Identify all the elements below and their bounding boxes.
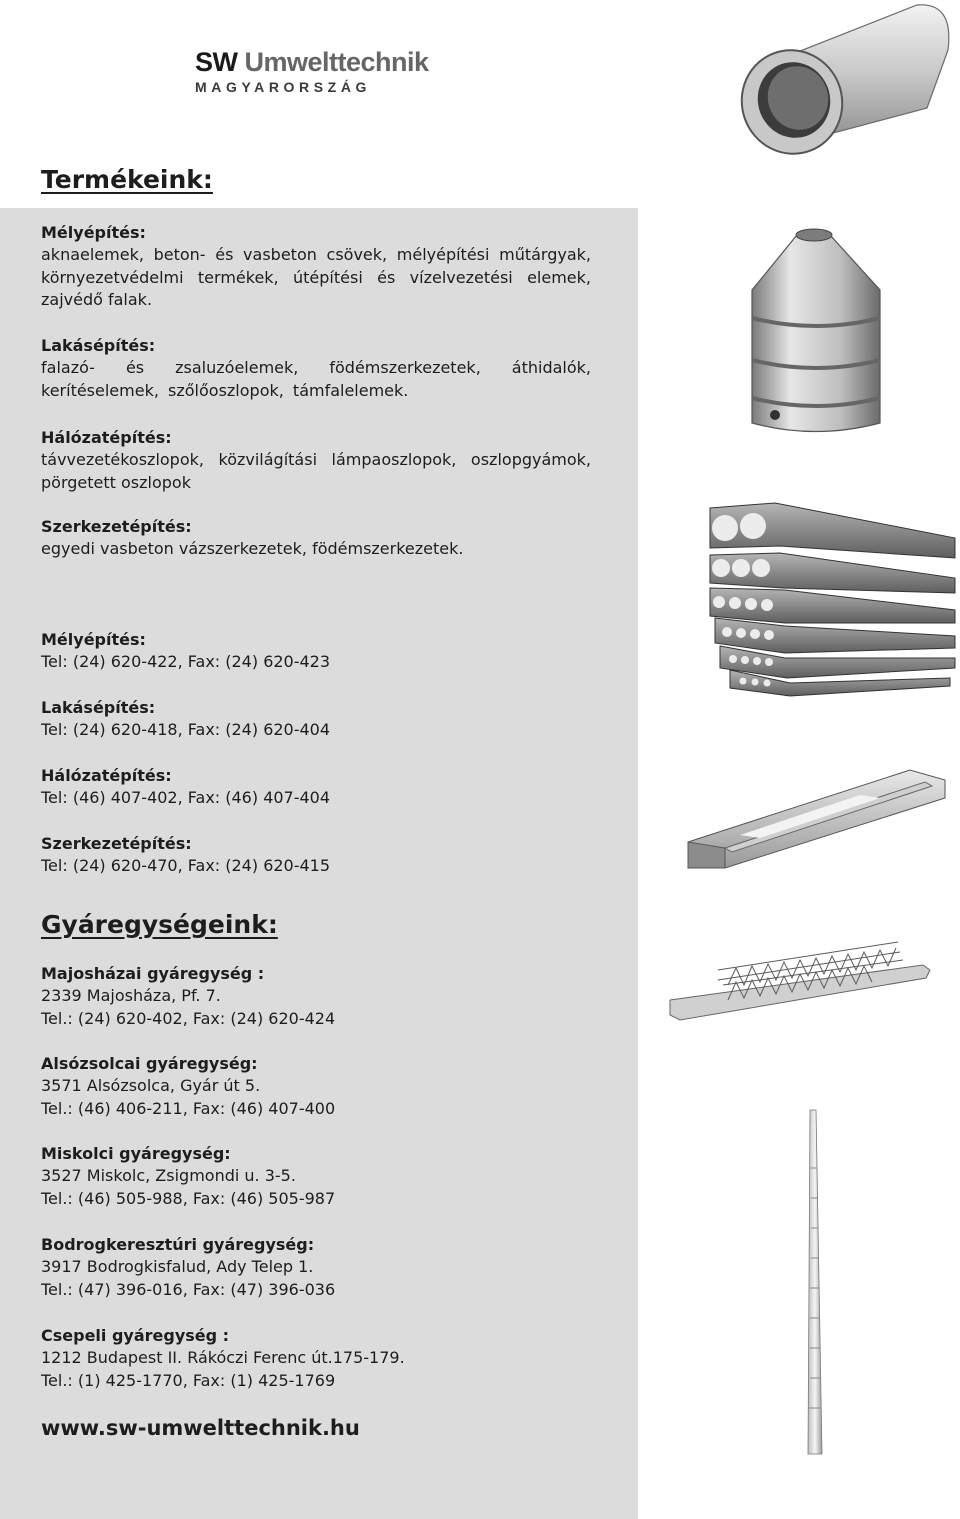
logo-subtitle: MAGYARORSZÁG (195, 79, 372, 95)
contact-phone-fax: Tel: (46) 407-402, Fax: (46) 407-404 (41, 788, 331, 807)
website-link[interactable]: www.sw-umwelttechnik.hu (41, 1416, 360, 1440)
pole-image (800, 1108, 830, 1458)
section-text: távvezetékoszlopok, közvilágítási lámpaoszlopok, oszlopgyámok, pörgetett oszlopok (41, 450, 591, 492)
products-heading: Termékeink: (41, 165, 213, 194)
product-section-deep-construction (41, 222, 591, 312)
factory-phone: Tel.: (46) 406-211, Fax: (46) 407-400 (41, 1098, 336, 1118)
company-logo (195, 47, 429, 95)
factory-address: 1212 Budapest II. Rákóczi Ferenc út.175-179. (41, 1348, 405, 1367)
factory-title: Alsózsolcai gyáregység: (41, 1054, 258, 1073)
product-section-network (41, 427, 591, 494)
factory-address: 3571 Alsózsolca, Gyár út 5. (41, 1076, 261, 1095)
contact-title: Hálózatépítés: (41, 766, 172, 785)
contact-housing (41, 697, 330, 742)
contact-phone-fax: Tel: (24) 620-470, Fax: (24) 620-415 (41, 856, 331, 875)
hollow-core-slabs-image (705, 498, 960, 698)
section-title: Hálózatépítés: (41, 428, 172, 447)
factory-miskolc (41, 1143, 335, 1210)
product-section-housing (41, 335, 591, 402)
contact-title: Szerkezetépítés: (41, 834, 192, 853)
factory-title: Majosházai gyáregység : (41, 964, 265, 983)
section-text: falazó- és zsaluzóelemek, födémszerkezetek, áthidalók, kerítéselemek, szőlőoszlopok, támfalelemek. (41, 358, 591, 400)
logo-sw: SW (195, 47, 238, 77)
section-title: Lakásépítés: (41, 336, 156, 355)
factory-title: Miskolci gyáregység: (41, 1144, 231, 1163)
section-text: aknaelemek, beton- és vasbeton csövek, mélyépítési műtárgyak, környezetvédelmi termékek, útépítési és vízelvezetési elemek, zajvédő falak. (41, 245, 591, 309)
factory-title: Bodrogkeresztúri gyáregység: (41, 1235, 315, 1254)
factory-address: 3917 Bodrogkisfalud, Ady Telep 1. (41, 1257, 314, 1276)
factory-phone: Tel.: (47) 396-016, Fax: (47) 396-036 (41, 1279, 336, 1299)
logo-umwelttechnik: Umwelttechnik (244, 47, 429, 77)
lattice-girder-slab-image (668, 940, 938, 1025)
factory-title: Csepeli gyáregység : (41, 1326, 230, 1345)
factories-heading: Gyáregységeink: (41, 910, 278, 939)
contact-phone-fax: Tel: (24) 620-422, Fax: (24) 620-423 (41, 652, 331, 671)
contact-structural (41, 833, 330, 878)
manhole-ring-image (742, 218, 892, 448)
factory-address: 2339 Majosháza, Pf. 7. (41, 986, 221, 1005)
factory-csepel (41, 1325, 405, 1392)
section-text: egyedi vasbeton vázszerkezetek, födémszerkezetek. (41, 539, 464, 558)
factory-phone: Tel.: (24) 620-402, Fax: (24) 620-424 (41, 1008, 336, 1028)
section-title: Szerkezetépítés: (41, 517, 192, 536)
factory-bodrogkeresztur (41, 1234, 335, 1301)
contact-title: Lakásépítés: (41, 698, 156, 717)
factory-alsozsolca (41, 1053, 335, 1120)
factory-phone: Tel.: (1) 425-1770, Fax: (1) 425-1769 (41, 1370, 336, 1390)
section-title: Mélyépítés: (41, 223, 146, 242)
contact-deep-construction (41, 629, 330, 674)
factory-address: 3527 Miskolc, Zsigmondi u. 3-5. (41, 1166, 296, 1185)
contact-title: Mélyépítés: (41, 630, 146, 649)
factory-majoshaza (41, 963, 335, 1030)
product-section-structural (41, 516, 463, 561)
contact-network (41, 765, 330, 810)
factory-phone: Tel.: (46) 505-988, Fax: (46) 505-987 (41, 1188, 336, 1208)
contact-phone-fax: Tel: (24) 620-418, Fax: (24) 620-404 (41, 720, 331, 739)
concrete-pipe-image (722, 0, 960, 160)
ribbed-panel-image (680, 760, 955, 875)
logo-wordmark (195, 47, 429, 78)
